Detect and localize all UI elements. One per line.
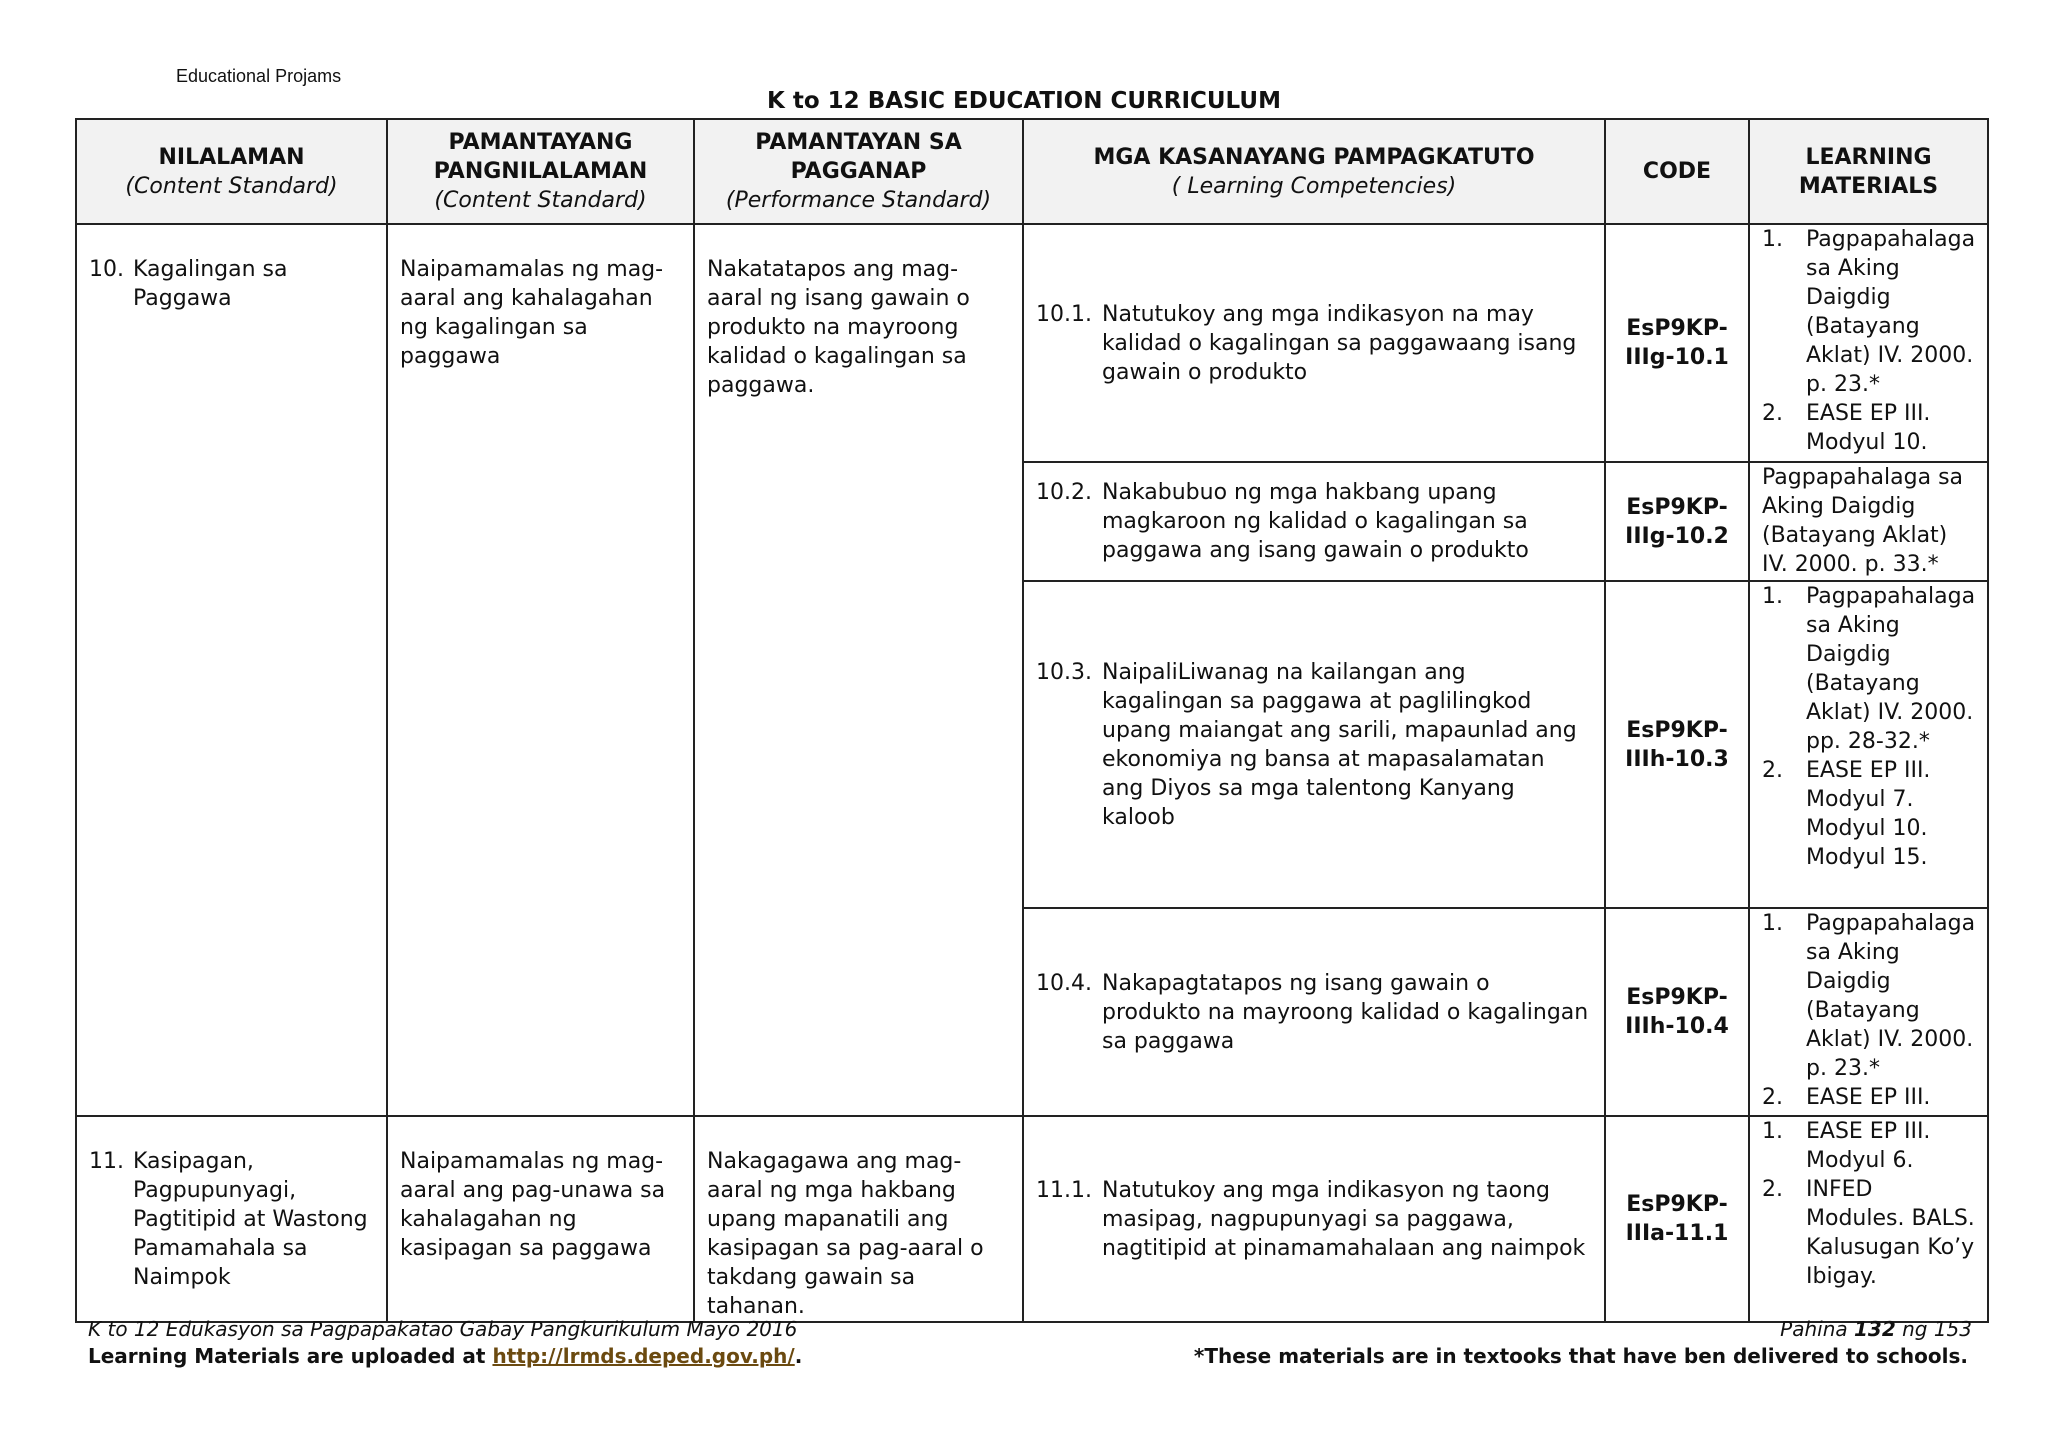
performance-standard-cell: Nakagagawa ang mag-aaral ng mga hakbang upang mapanatili ang kasipagan sa pag-aaral o takdang gawain sa tahanan. [694,1116,1023,1322]
materials-cell: 1. Pagpapahalaga sa Aking Daigdig (Batayang Aklat) IV. 2000. p. 23.* 2. EASE EP III. [1749,908,1988,1116]
header-content-standard: PAMANTAYANG PANGNILALAMAN (Content Standard) [387,119,694,224]
competency-cell: 10.2. Nakabubuo ng mga hakbang upang magkaroon ng kalidad o kagalingan sa paggawa ang isang gawain o produkto [1023,462,1605,581]
footer-materials-note: Learning Materials are uploaded at http://lrmds.deped.gov.ph/. [88,1344,803,1368]
materials-cell: Pagpapahalaga sa Aking Daigdig (Batayang Aklat) IV. 2000. p. 33.* [1749,462,1988,581]
competency-cell: 10.3. NaipaliLiwanag na kailangan ang kagalingan sa paggawa at paglilingkod upang maiangat ang sarili, mapaunlad ang ekonomiya ng bansa at mapasalamatan ang Diyos sa mga talentong Kanyang kaloob [1023,581,1605,908]
footer-page-number: Pahina 132 ng 153 [1780,1317,1972,1341]
table-row [76,224,1988,462]
materials-cell: 1. Pagpapahalaga sa Aking Daigdig (Batayang Aklat) IV. 2000. pp. 28-32.* 2. EASE EP III. Modyul 7. Modyul 10. Modyul 15. [1749,581,1988,908]
materials-cell: 1. EASE EP III. Modyul 6. 2. INFED Modules. BALS. Kalusugan Ko’y Ibigay. [1749,1116,1988,1322]
content-standard-cell: Naipamamalas ng mag-aaral ang pag-unawa sa kahalagahan ng kasipagan sa paggawa [387,1116,694,1322]
content-cell: 10. Kagalingan sa Paggawa [76,224,387,1116]
code-cell: EsP9KP-IIIg-10.1 [1605,224,1749,462]
competency-cell: 10.1. Natutukoy ang mga indikasyon na may kalidad o kagalingan sa paggawaang isang gawain o produkto [1023,224,1605,462]
document-title: K to 12 BASIC EDUCATION CURRICULUM [767,88,1281,114]
performance-standard-cell: Nakatatapos ang mag-aaral ng isang gawain o produkto na mayroong kalidad o kagalingan sa paggawa. [694,224,1023,1116]
header-content: NILALAMAN (Content Standard) [76,119,387,224]
materials-cell: 1. Pagpapahalaga sa Aking Daigdig (Batayang Aklat) IV. 2000. p. 23.* 2. EASE EP III. Modyul 10. [1749,224,1988,462]
header-learning-competencies: MGA KASANAYANG PAMPAGKATUTO ( Learning Competencies) [1023,119,1605,224]
curriculum-table [75,118,1989,1323]
content-standard-cell: Naipamamalas ng mag-aaral ang kahalagahan ng kagalingan sa paggawa [387,224,694,1116]
table-header-row [76,119,1988,224]
competency-cell: 11.1. Natutukoy ang mga indikasyon ng taong masipag, nagpupunyagi sa paggawa, nagtitipid at pinamamahalaan ang naimpok [1023,1116,1605,1322]
code-cell: EsP9KP-IIIh-10.4 [1605,908,1749,1116]
header-performance-standard: PAMANTAYAN SA PAGGANAP (Performance Standard) [694,119,1023,224]
code-cell: EsP9KP-IIIg-10.2 [1605,462,1749,581]
header-code: CODE [1605,119,1749,224]
watermark-text: Educational Projams [176,66,342,86]
table-row [76,1116,1988,1322]
footer-textbook-note: *These materials are in textooks that have ben delivered to schools. [1193,1344,1968,1368]
header-learning-materials: LEARNING MATERIALS [1749,119,1988,224]
code-cell: EsP9KP-IIIa-11.1 [1605,1116,1749,1322]
footer-guide-title: K to 12 Edukasyon sa Pagpapakatao Gabay Pangkurikulum Mayo 2016 [88,1317,798,1341]
competency-cell: 10.4. Nakapagtatapos ng isang gawain o produkto na mayroong kalidad o kagalingan sa paggawa [1023,908,1605,1116]
code-cell: EsP9KP-IIIh-10.3 [1605,581,1749,908]
lrmds-link[interactable]: http://lrmds.deped.gov.ph/ [492,1344,795,1368]
content-cell: 11. Kasipagan, Pagpupunyagi, Pagtitipid at Wastong Pamamahala sa Naimpok [76,1116,387,1322]
